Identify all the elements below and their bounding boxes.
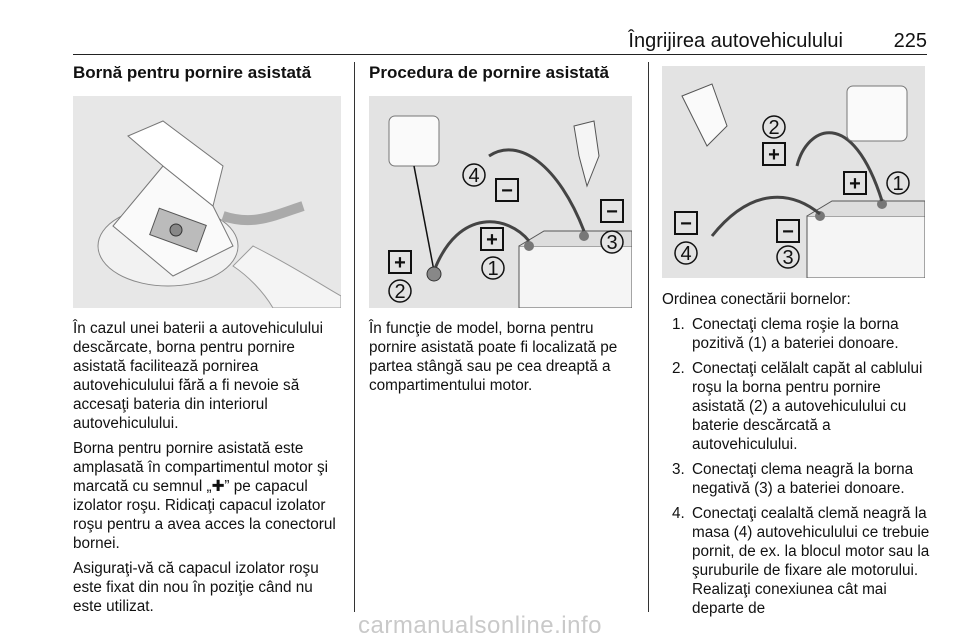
watermark: carmanualsonline.info [358,612,602,639]
paragraph: În cazul unei baterii a autovehiculului descărcate, borna pentru pornire asistată facilitează pornirea autovehiculului fără a fi nevoie să accesaţi bateria din interiorul autovehiculului. [73,320,324,432]
label-4: 4 [680,243,692,265]
minus-sign: − [680,213,692,235]
step-item: 2. Conectaţi celălalt capăt al cablului roşu la borna pentru pornire asistată (2) a autovehiculului cu baterie descărcată a autovehiculului. [672,360,923,453]
section-heading: Bornă pentru pornire asistată [73,63,312,82]
column-jump-start-terminal [73,62,341,84]
step-item: 4. Conectaţi cealaltă clemă neagră la masa (4) autovehiculului ce trebuie pornit, de ex. la blocul motor sau la şuruburile de fixare ale motorului. Realizaţi conexiunea cât mai departe de [672,505,930,617]
label-3: 3 [606,232,618,254]
paragraph: Borna pentru pornire asistată este amplasată în compartimentul motor şi marcată cu semnul „✚” pe capacul izolator roşu. Ridicaţi capacul izolator roşu pentru a avea acces la conectorul bornei. [73,440,336,552]
plus-sign: + [486,229,498,251]
minus-sign: − [782,221,794,243]
minus-sign: − [501,180,513,202]
step-item: 3. Conectaţi clema neagră la borna negativă (3) a bateriei donoare. [672,461,914,497]
chapter-title: Îngrijirea autovehiculului [628,30,843,52]
minus-sign: − [606,201,618,223]
label-4: 4 [468,165,480,187]
paragraph: Asiguraţi-vă că capacul izolator roşu este fixat din nou în poziţie când nu este utilizat. [73,560,319,615]
section-heading: Procedura de pornire asistată [369,63,609,82]
page-number: 225 [893,30,927,52]
paragraph: În funcţie de model, borna pentru pornire asistată poate fi localizată pe partea stângă sau pe cea dreaptă a compartimentului motor. [369,320,618,394]
intro-text: Ordinea conectării bornelor: [662,291,851,308]
column-1-text [73,319,341,622]
plus-sign: + [394,252,406,274]
column-divider [648,62,649,612]
plus-sign: + [768,144,780,166]
plus-sign: + [849,173,861,195]
label-3: 3 [782,247,794,269]
jump-start-diagram-2 [662,66,925,278]
label-2: 2 [394,281,406,303]
connection-steps [662,315,930,618]
column-2-text [369,319,634,401]
page-header [73,22,927,55]
column-3-text [662,290,930,624]
step-item: 1. Conectaţi clema roşie la borna pozitivă (1) a bateriei donoare. [672,316,899,352]
jump-start-diagram-1 [369,96,632,308]
column-jump-start-procedure [369,62,634,84]
label-2: 2 [768,117,780,139]
column-divider [354,62,355,612]
label-1: 1 [892,173,904,195]
label-1: 1 [487,258,499,280]
terminal-illustration [73,96,341,308]
